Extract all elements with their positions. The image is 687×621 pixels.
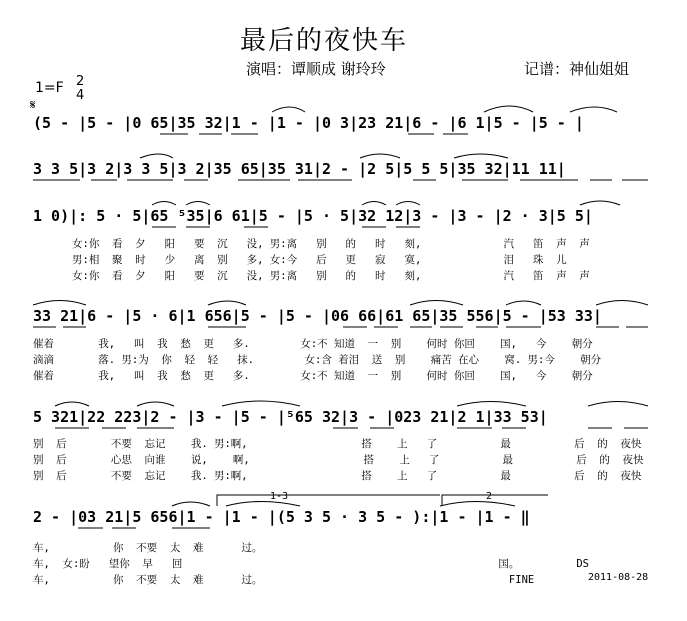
notation-row-4: 33 21|6 - |5 · 6|1 656|5 - |5 - |06 66|61 65|35 556|5 - |53 33| [33,307,602,325]
song-title: 最后的夜快车 [240,26,409,56]
slur [208,301,246,305]
slur [506,301,541,305]
slur [440,502,515,507]
slur [33,301,86,306]
notation-row-6: 2 - |03 21|5 656|1 - |1 - |(5 3 5 · 3 5 - ):|1 - |1 - ‖ [33,508,530,526]
transcription-date: 2011-08-28 [588,572,649,583]
lyric-row-5-verse-2: 别 后 心思 向谁 说, 啊, 搭 上 了 最 后 的 夜快 [33,454,644,466]
slur [172,502,210,506]
lyric-row-3-verse-1: 女:你 看 夕 阳 要 沉 没, 男:离 别 的 时 刻, 汽 笛 声 声 [72,238,590,250]
lyric-row-5-verse-3: 别 后 不要 忘记 我. 男:啊, 搭 上 了 最 后 的 夜快 [33,470,642,482]
slur [596,301,648,306]
time-signature-denominator: 4 [76,88,85,103]
notation-row-1: (5 - |5 - |0 65|35 32|1 - |1 - |0 3|23 21|6 - |6 1|5 - |5 - | [33,114,584,132]
lyric-row-4-verse-2: 滴滴 落. 男:为 你 轻 轻 抹. 女:含 着泪 送 别 痛苦 在心 窝. 男:今 朝分 [33,354,602,366]
lyric-row-4-verse-1: 催着 我, 叫 我 愁 更 多. 女:不 知道 一 别 何时 你回 国, 今 朝分 [33,338,593,350]
slur [226,502,300,507]
slur [410,301,463,306]
notation-row-5: 5 321|22 223|2 - |3 - |5 - |⁵65 32|3 - |023 21|2 1|33 53| [33,408,548,426]
notation-row-3: 1 0)|: 5 · 5|65 ⁵35|6 61|5 - |5 · 5|32 12|3 - |3 - |2 · 3|5 5| [33,207,593,225]
lyric-row-3-verse-2: 男:相 聚 时 少 离 别 多, 女:今 后 更 寂 寞, 泪 珠 儿 [72,254,567,266]
slur [457,402,526,407]
volta-1-bracket [217,495,440,506]
slur [484,106,533,112]
key-signature: 1=F [35,80,64,96]
transcriber-credit: 记谱：神仙姐姐 [524,60,630,78]
slur [222,401,300,406]
slur [186,202,210,206]
lyric-row-4-verse-3: 催着 我, 叫 我 愁 更 多. 女:不 知道 一 别 何时 你回 国, 今 朝分 [33,370,593,382]
lyric-row-5-verse-1: 别 后 不要 忘记 我. 男:啊, 搭 上 了 最 后 的 夜快 [33,438,642,450]
slur [152,202,176,206]
slur [360,154,400,158]
slur [588,402,648,407]
notation-row-2: 3 3 5|3 2|3 3 5|3 2|35 65|35 31|2 - |2 5|5 5 5|35 32|11 11| [33,160,566,178]
lyric-row-6-verse-1: 车, 你 不要 太 难 过。 [33,542,263,554]
slur [272,107,305,112]
volta-1-label: 1-3 [270,491,289,502]
segno-sign: 𝄋 [30,98,36,113]
lyric-row-6-verse-3: 车, 你 不要 太 难 过。 FINE [33,574,535,586]
slur [570,107,617,112]
slur [362,202,386,206]
volta-2-bracket [442,495,548,506]
lyric-row-3-verse-3: 女:你 看 夕 阳 要 沉 没, 男:离 别 的 时 刻, 汽 笛 声 声 [72,270,590,282]
slur [55,402,89,406]
slur [140,154,173,158]
time-signature-numerator: 2 [76,74,85,89]
singers-credit: 演唱：谭顺成 谢玲玲 [246,60,386,78]
volta-2-label: 2 [486,491,493,502]
slur [396,202,420,206]
slur [580,201,620,205]
lyric-row-6-verse-2: 车, 女:盼 望你 早 回 国。 DS [33,558,589,570]
slur [137,402,174,406]
slur [454,154,508,158]
